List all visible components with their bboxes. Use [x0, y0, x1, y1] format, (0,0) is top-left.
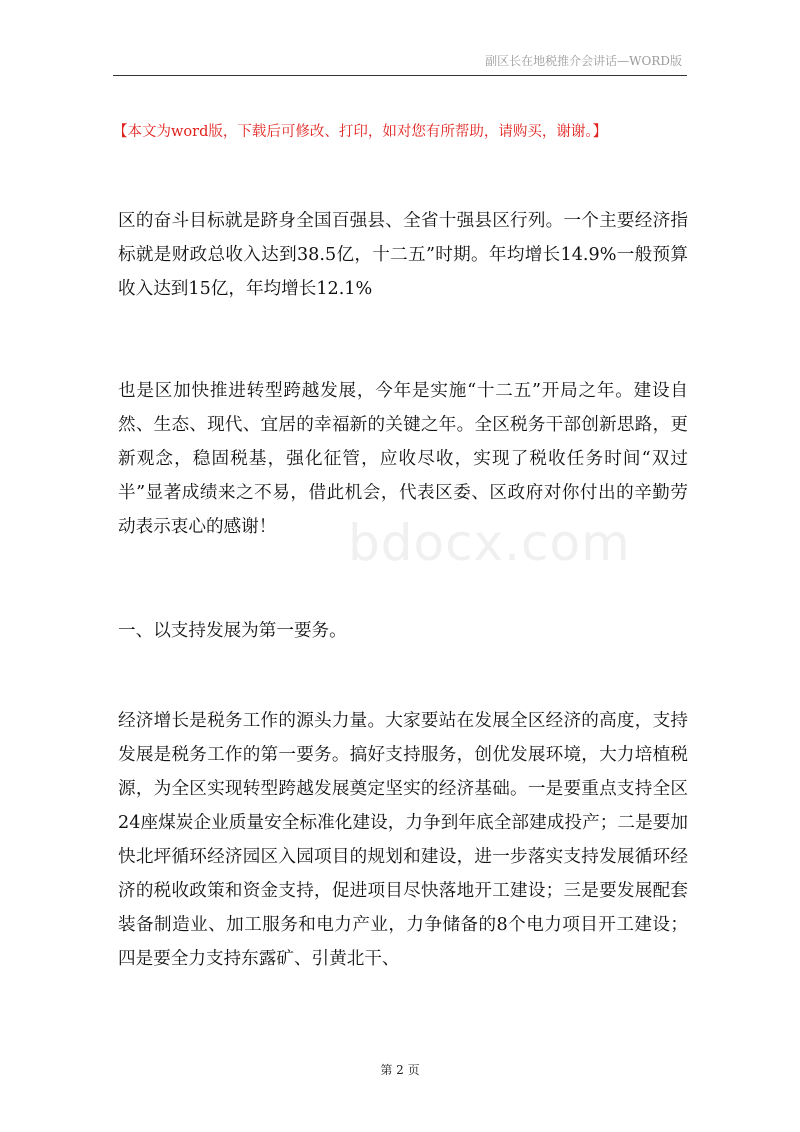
body-paragraph-2: 也是区加快推进转型跨越发展，今年是实施“十二五”开局之年。建设自然、生态、现代、宜居的幸福新的关键之年。全区税务干部创新思路，更新观念，稳固税基，强化征管，应收尽收，实现了税收任务时间“双过半”显著成绩来之不易，借此机会，代表区委、区政府对你付出的辛勤劳动表示衷心的感谢！	[118, 381, 688, 537]
header-divider	[113, 75, 687, 76]
purchase-notice: 【本文为word版，下载后可修改、打印，如对您有所帮助，请购买，谢谢。】	[113, 124, 608, 140]
page-number: 第 2 页	[380, 1063, 420, 1077]
section-heading: 一、以支持发展为第一要务。	[118, 621, 347, 641]
body-paragraph-3: 经济增长是税务工作的源头力量。大家要站在发展全区经济的高度，支持发展是税务工作的第一要务。搞好支持服务，创优发展环境，大力培植税源，为全区实现转型跨越发展奠定坚实的经济基础。一是要重点支持全区24座煤炭企业质量安全标准化建设，力争到年底全部建成投产；二是要加快北坪循环经济园区入园项目的规划和建设，进一步落实支持发展循环经济的税收政策和资金支持，促进项目尽快落地开工建设；三是要发展配套装备制造业、加工服务和电力产业，力争储备的8个电力项目开工建设；四是要全力支持东露矿、引黄北干、	[118, 711, 688, 969]
running-header-title: 副区长在地税推介会讲话—WORD版	[485, 54, 682, 68]
watermark: bdocx.com	[348, 514, 631, 572]
body-paragraph-1: 区的奋斗目标就是跻身全国百强县、全省十强县区行列。一个主要经济指标就是财政总收入达到38.5亿，十二五”时期。年均增长14.9%一般预算收入达到15亿，年均增长12.1%	[118, 211, 688, 299]
